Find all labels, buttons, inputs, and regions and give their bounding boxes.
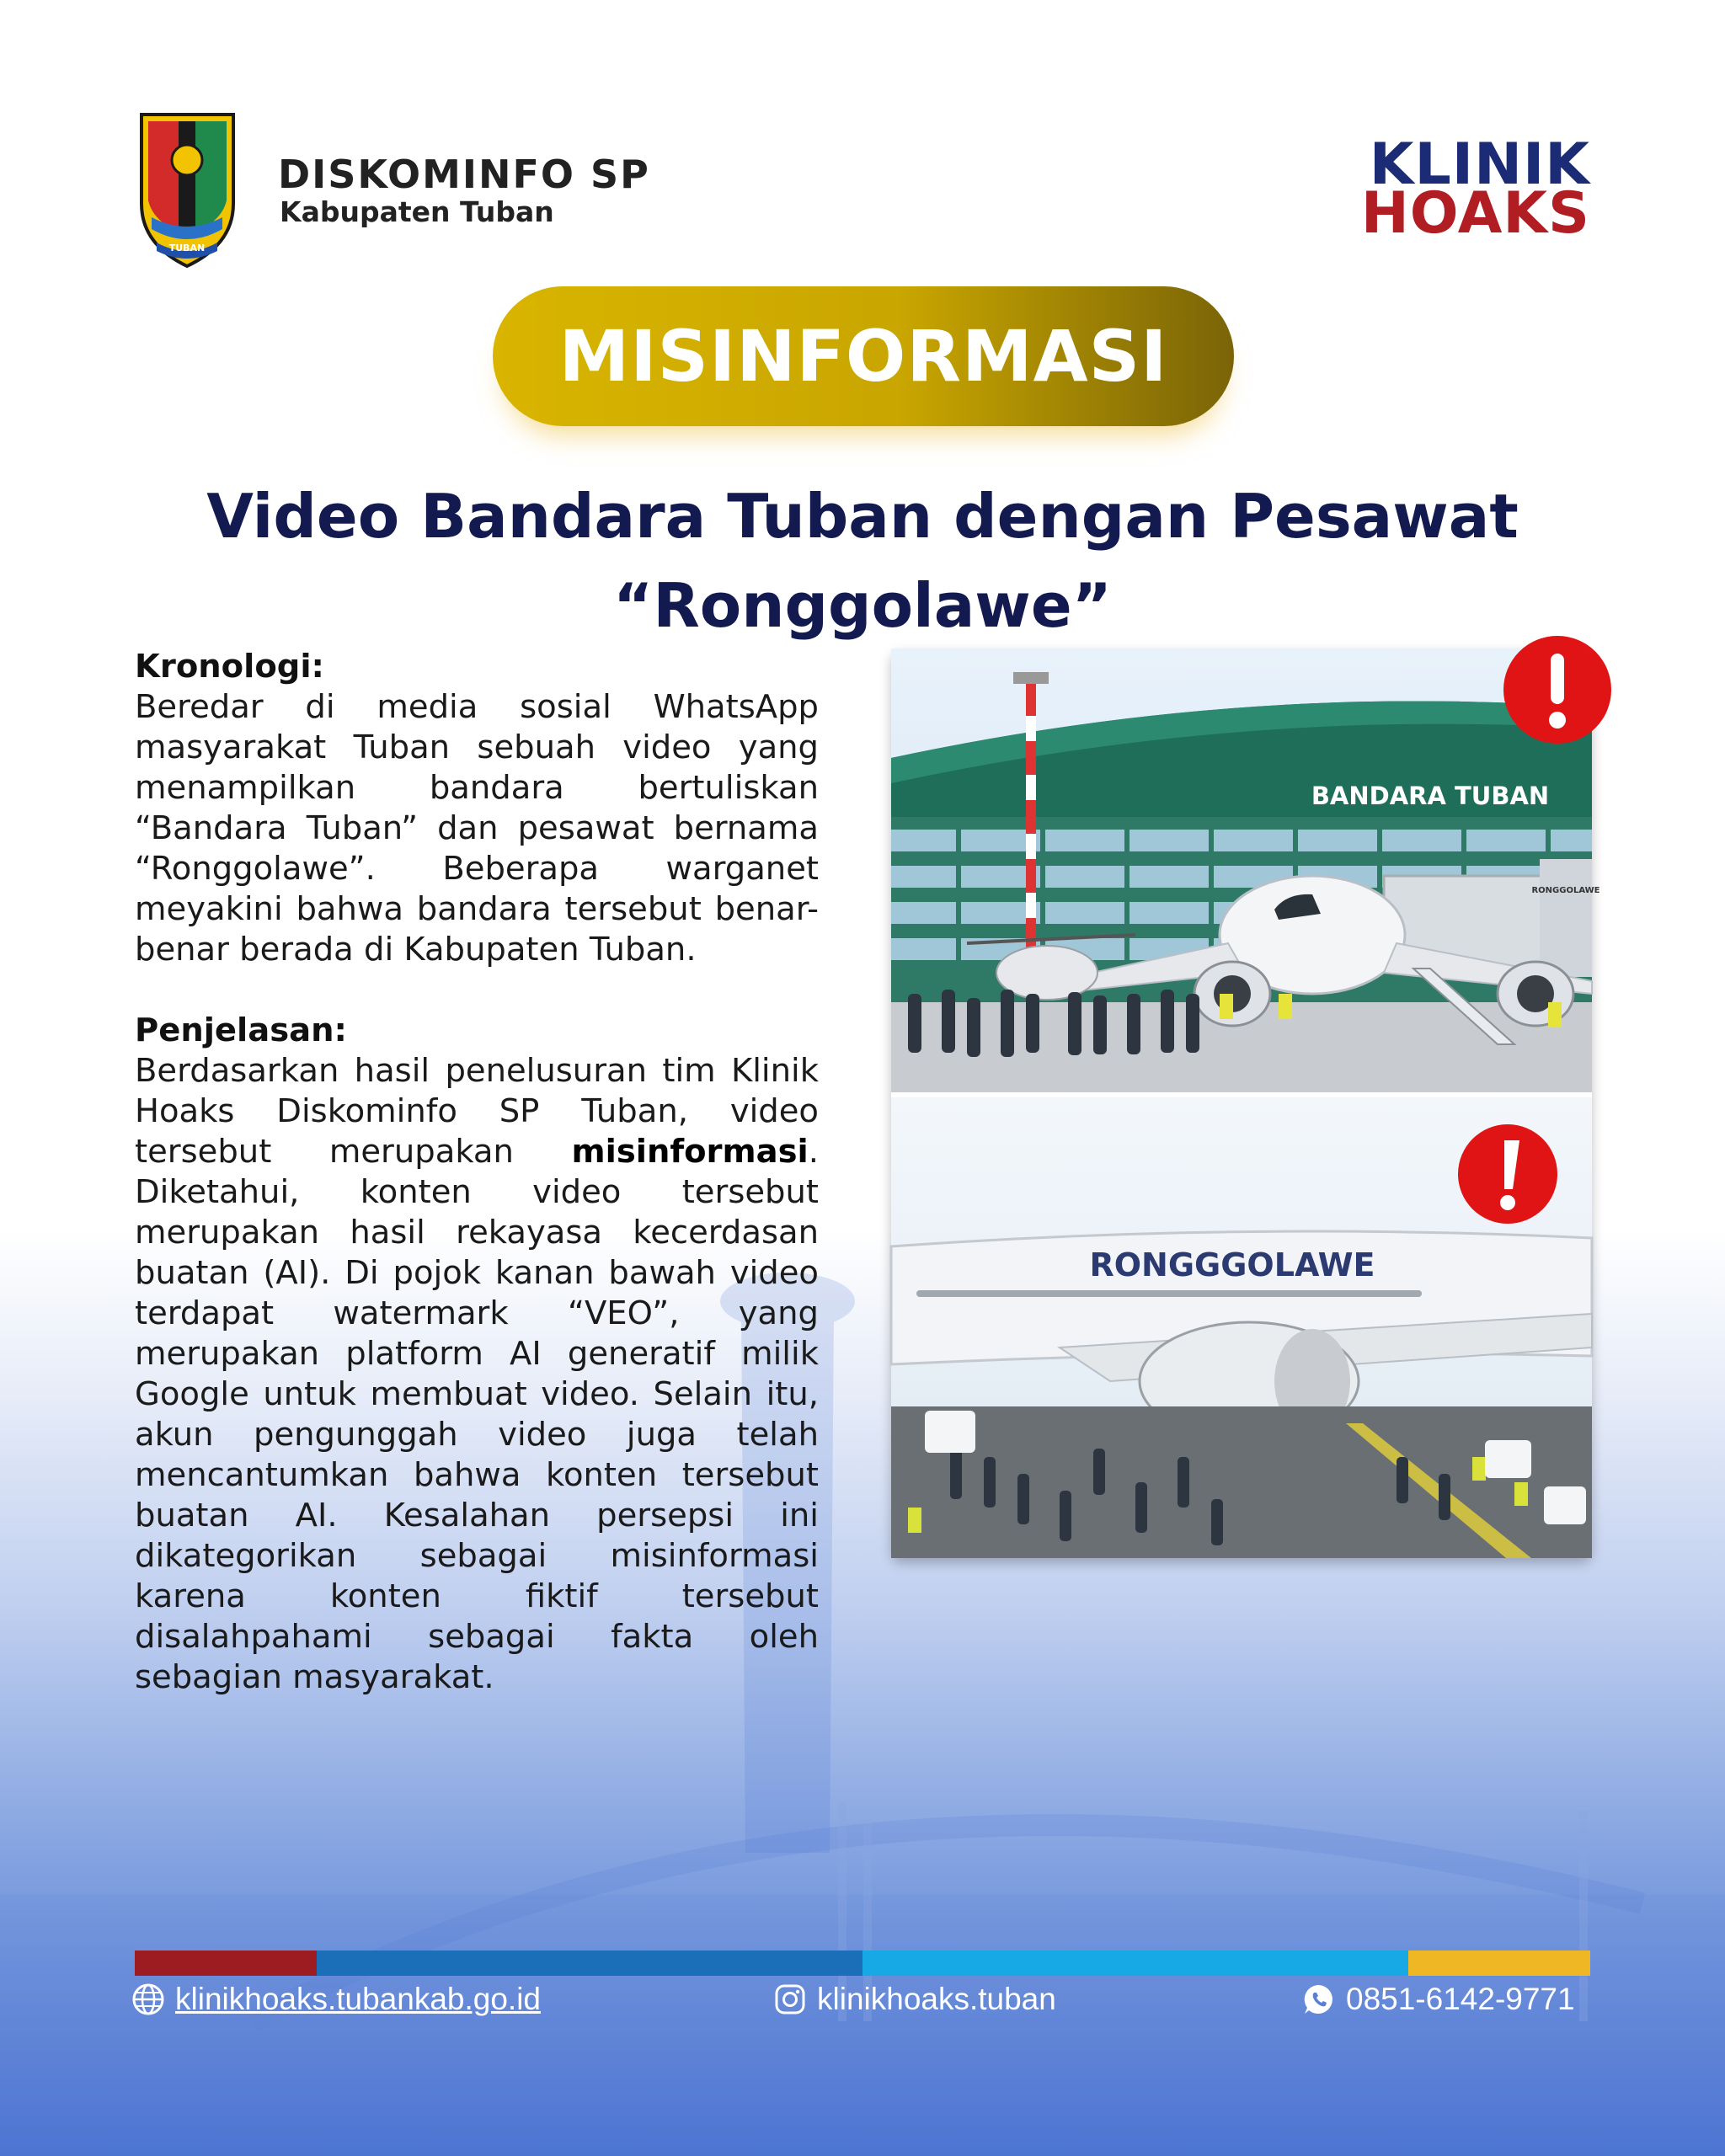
penjelasan-keyword: misinformasi: [571, 1133, 809, 1171]
penjelasan-text-part2: . Diketahui, konten video tersebut merupakan hasil rekayasa kecerdasan buatan (AI). Di pojok kanan bawah video terdapat watermark “VEO”, yang merupakan platform AI generatif milik Google untuk membuat video. Selain itu, akun pengunggah video juga telah mencantumkan bahwa konten tersebut buatan AI. Kesalahan persepsi ini dikategorikan sebagai misinformasi karena konten fiktif tersebut disalahpahami sebagai fakta oleh sebagian masyarakat.: [135, 1133, 819, 1696]
evidence-photos-svg: [891, 648, 1600, 1558]
globe-icon: [131, 1983, 165, 2016]
category-badge: [493, 286, 1234, 426]
penjelasan-text: [135, 1051, 819, 1698]
article-body: [135, 647, 819, 1698]
alert-exclamation-icon: [1501, 633, 1614, 746]
page-title: [135, 472, 1590, 650]
photo-plane-name-text: RONGGGOLAWE: [1089, 1246, 1375, 1283]
footer-bar-yellow: [1408, 1951, 1590, 1976]
photo-bridge-sign-text: RONGGOLAWE: [1531, 886, 1600, 895]
phone-number[interactable]: 0851-6142-9771: [1346, 1982, 1575, 2016]
footer-website[interactable]: [131, 1979, 541, 2020]
tuban-regency-shield-icon: [135, 109, 240, 270]
instagram-icon: [773, 1983, 807, 2016]
shield-ribbon-text: TUBAN: [168, 243, 206, 253]
footer-instagram[interactable]: [773, 1979, 1056, 2020]
kronologi-heading: Kronologi:: [135, 648, 324, 686]
kronologi-text: Beredar di media sosial WhatsApp masyarakat Tuban sebuah video yang menampilkan bandara bertuliskan “Bandara Tuban” dan pesawat bernama “Ronggolawe”. Beberapa warganet meyakini bahwa bandara tersebut benar-benar berada di Kabupaten Tuban.: [135, 688, 819, 969]
evidence-photos: [891, 648, 1600, 1558]
website-link[interactable]: klinikhoaks.tubankab.go.id: [175, 1982, 542, 2016]
footer-bar-blue: [317, 1951, 862, 1976]
page-title-line1: Video Bandara Tuban dengan Pesawat: [206, 481, 1519, 552]
alert-exclamation-icon: [1455, 1122, 1560, 1226]
footer-bar-cyan: [862, 1951, 1408, 1976]
category-badge-label: MISINFORMASI: [558, 315, 1168, 398]
photo-bandara-tuban: [891, 648, 1600, 1093]
penjelasan-heading: Penjelasan:: [135, 1011, 347, 1049]
org-subtitle: Kabupaten Tuban: [280, 195, 554, 228]
footer-phone[interactable]: [1302, 1979, 1575, 2020]
brand-logo-klinik: KLINIK: [1369, 131, 1590, 198]
page-title-line2: “Ronggolawe”: [613, 570, 1112, 641]
photo-sign-text: BANDARA TUBAN: [1311, 782, 1550, 810]
whatsapp-phone-icon: [1302, 1983, 1336, 2016]
org-name: DISKOMINFO SP: [278, 152, 650, 197]
instagram-handle[interactable]: klinikhoaks.tuban: [817, 1982, 1056, 2016]
footer-bar-red: [135, 1951, 317, 1976]
penjelasan-text-part1: Berdasarkan hasil penelusuran tim Klinik Hoaks Diskominfo SP Tuban, video tersebut merupakan: [135, 1052, 819, 1171]
brand-logo-hoaks: HOAKS: [1360, 180, 1590, 247]
